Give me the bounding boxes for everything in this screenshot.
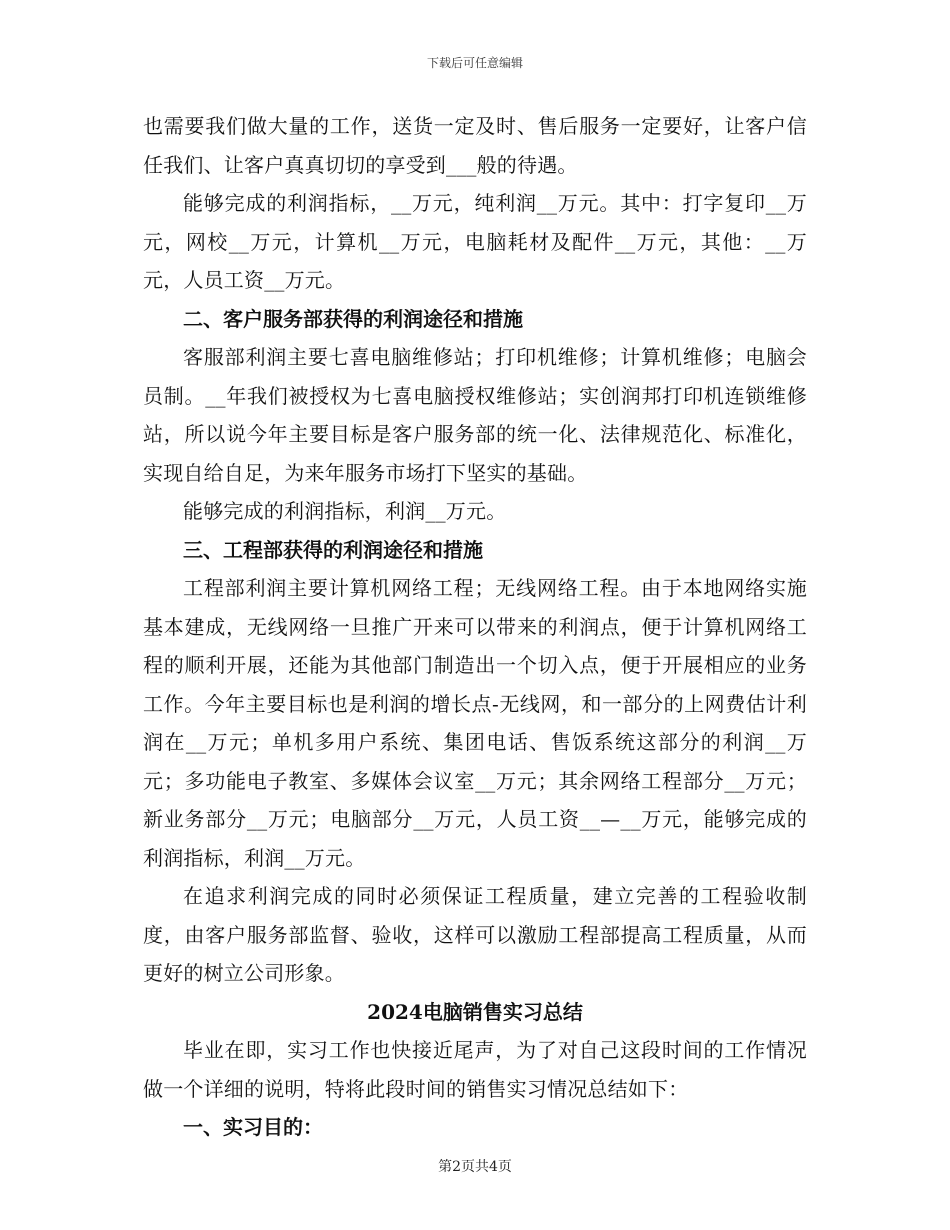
paragraph: 客服部利润主要七喜电脑维修站；打印机维修；计算机维修；电脑会员制。__年我们被授权为七喜电脑授权维修站；实创润邦打印机连锁维修站，所以说今年主要目标是客户服务部的统一化、法律规范化、标准化，实现自给自足，为来年服务市场打下坚实的基础。 — [143, 345, 807, 485]
paragraph: 毕业在即，实习工作也快接近尾声，为了对自己这段时间的工作情况做一个详细的说明，特将此段时间的销售实习情况总结如下： — [143, 1038, 807, 1101]
paragraph: 也需要我们做大量的工作，送货一定及时、售后服务一定要好，让客户信任我们、让客户真真切切的享受到___般的待遇。 — [143, 114, 807, 177]
document-body — [143, 107, 807, 1147]
paragraph: 工程部利润主要计算机网络工程；无线网络工程。由于本地网络实施基本建成，无线网络一旦推广开来可以带来的利润点，便于计算机网络工程的顺利开展，还能为其他部门制造出一个切入点，便于开展相应的业务工作。今年主要目标也是利润的增长点-无线网，和一部分的上网费估计利润在__万元；单机多用户系统、集团电话、售饭系统这部分的利润__万元；多功能电子教室、多媒体会议室__万元；其余网络工程部分__万元；新业务部分__万元；电脑部分__万元，人员工资__—__万元，能够完成的利润指标，利润__万元。 — [143, 576, 807, 870]
paragraph: 能够完成的利润指标，利润__万元。 — [183, 499, 507, 523]
document-title: 2024电脑销售实习总结 — [367, 999, 583, 1024]
page-header: 下载后可任意编辑 — [426, 56, 523, 70]
section-heading: 三、工程部获得的利润途径和措施 — [183, 537, 483, 562]
page-footer: 第2页共4页 — [438, 1159, 512, 1175]
paragraph: 能够完成的利润指标，__万元，纯利润__万元。其中：打字复印__万元，网校__万元，计算机__万元，电脑耗材及配件__万元，其他：__万元，人员工资__万元。 — [143, 191, 807, 292]
paragraph: 在追求利润完成的同时必须保证工程质量，建立完善的工程验收制度，由客户服务部监督、验收，这样可以激励工程部提高工程质量，从而更好的树立公司形象。 — [143, 884, 807, 985]
section-heading: 二、客户服务部获得的利润途径和措施 — [183, 306, 523, 331]
section-heading: 一、实习目的： — [183, 1115, 323, 1139]
